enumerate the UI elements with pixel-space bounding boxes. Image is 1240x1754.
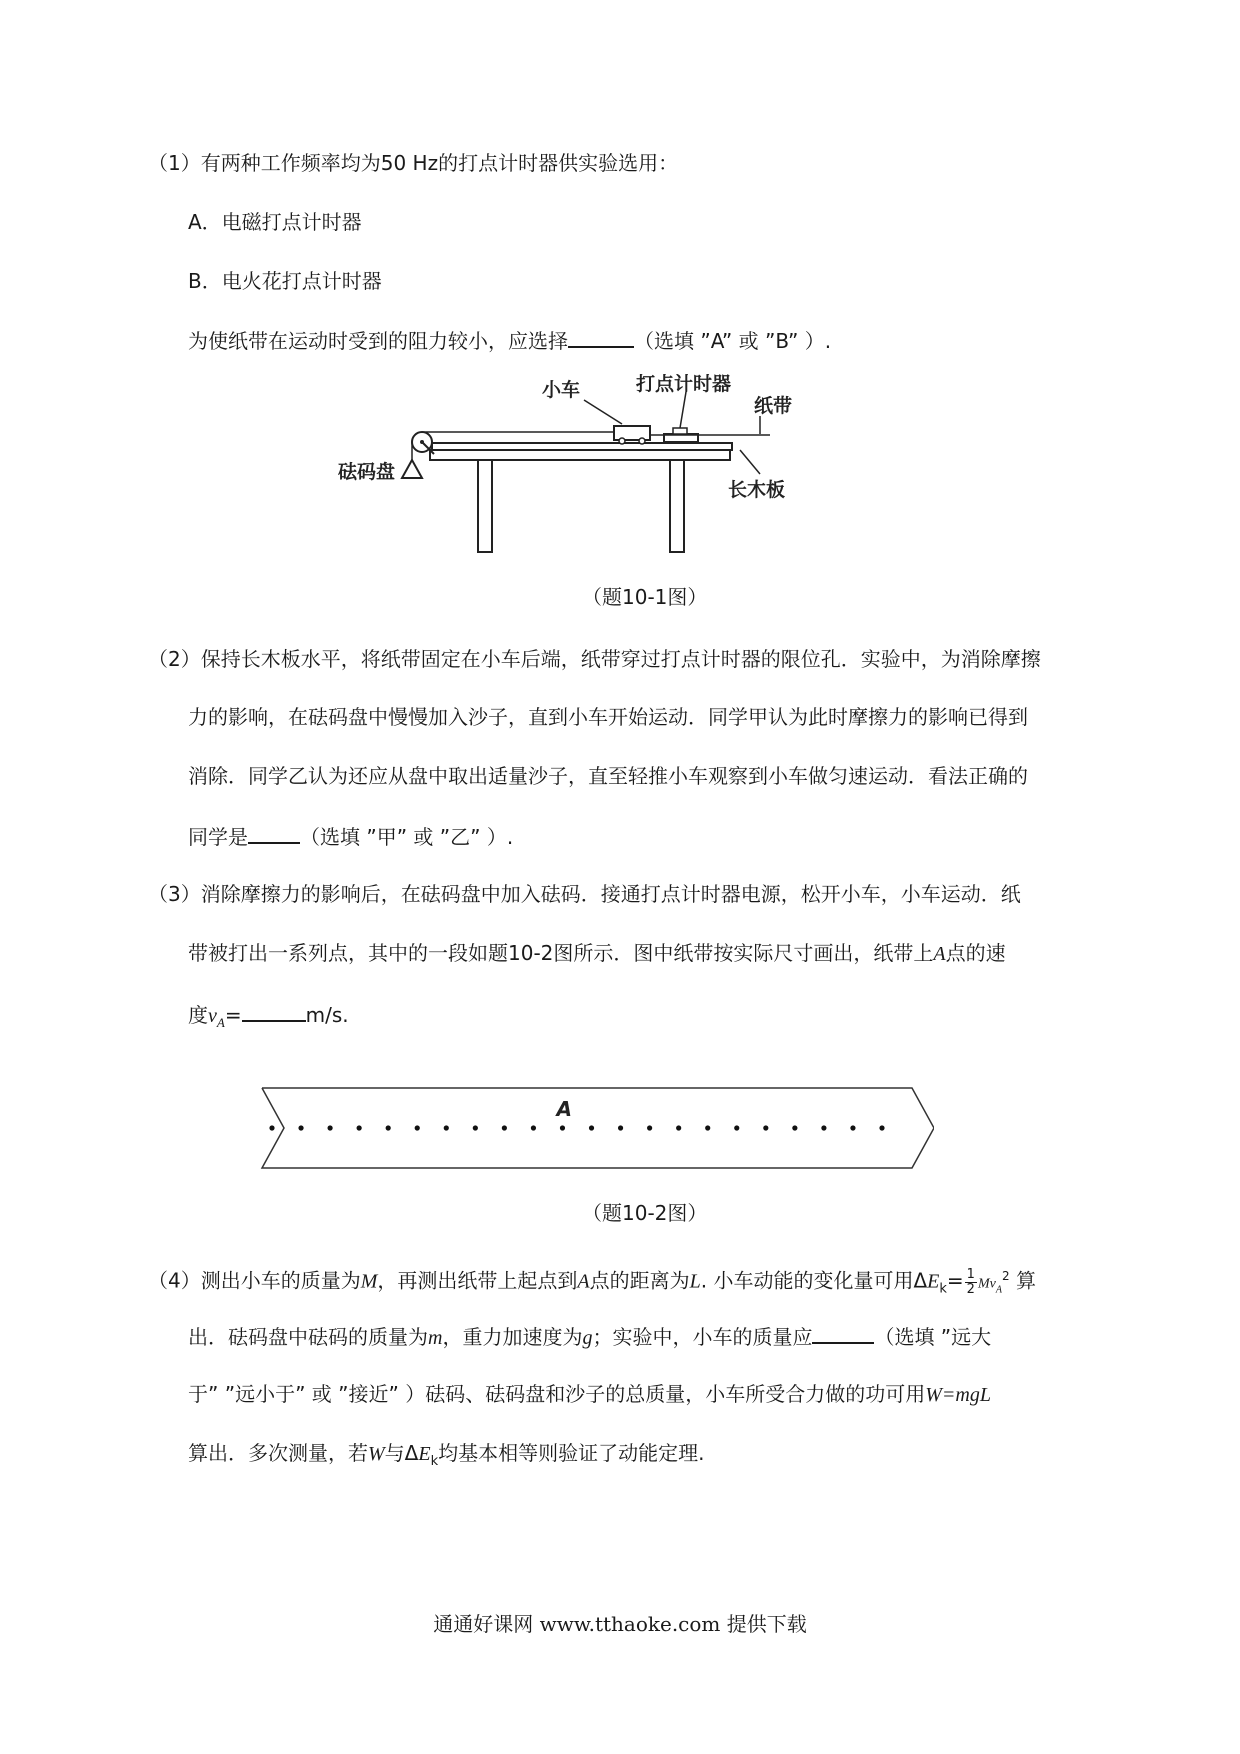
q3-line2-text: 带被打出一系列点，其中的一段如题10-2图所示．图中纸带按实际尺寸画出，纸带上 <box>188 941 934 965</box>
var-A: A <box>933 943 946 965</box>
q1-option-b: B．电火花打点计时器 <box>188 269 382 293</box>
q2-line3: 消除．同学乙认为还应从盘中取出适量沙子，直至轻推小车观察到小车做匀速运动．看法正确的 <box>188 764 1028 788</box>
var-v-subscript: A <box>216 1015 225 1030</box>
q3-equals: = <box>224 1003 242 1027</box>
q1-option-a: A．电磁打点计时器 <box>188 210 362 234</box>
weight-pan <box>402 460 422 478</box>
table-leg-right <box>670 460 684 552</box>
q3-line2-end: 点的速 <box>945 941 1006 965</box>
var-M: M <box>360 1270 378 1293</box>
fraction-denominator: 2 <box>966 1281 975 1297</box>
q2-line2: 力的影响，在砝码盘中慢慢加入沙子，直到小车开始运动．同学甲认为此时摩擦力的影响已得到 <box>188 705 1028 729</box>
table-top <box>430 450 730 460</box>
var-E-subscript: k <box>939 1281 947 1297</box>
tape-dot <box>676 1125 681 1130</box>
var-E2: E <box>418 1443 431 1465</box>
q1-question <box>188 326 831 354</box>
q4-l1-text3: 点的距离为 <box>589 1268 690 1293</box>
tape-dot <box>705 1125 710 1130</box>
tape-dot <box>821 1125 826 1130</box>
q4-l2-text3: ；实验中，小车的质量应 <box>592 1325 813 1349</box>
tape-dot <box>618 1125 623 1130</box>
label-cart: 小车 <box>542 379 581 401</box>
q3-line2 <box>188 940 1006 967</box>
q1-answer-blank[interactable] <box>568 326 634 348</box>
q4-line2 <box>188 1322 991 1351</box>
label-weight-pan: 砝码盘 <box>338 461 396 483</box>
q2-line4-hint: （选填 ”甲” 或 ”乙” ）. <box>300 825 514 849</box>
q4-l4-text3: 均基本相等则验证了动能定理. <box>438 1441 705 1465</box>
tape-dot <box>763 1125 768 1130</box>
table-leg-left <box>478 460 492 552</box>
q4-l4-text2: 与Δ <box>384 1441 419 1465</box>
q2-line1: （2）保持长木板水平，将纸带固定在小车后端，纸带穿过打点计时器的限位孔．实验中，为消除摩擦 <box>148 647 1041 671</box>
point-a-label: A <box>556 1097 572 1121</box>
tape-dot <box>792 1125 797 1130</box>
q4-l4-text1: 算出．多次测量，若 <box>188 1441 368 1465</box>
var-E: E <box>927 1270 940 1293</box>
var-m: m <box>428 1327 443 1349</box>
page-footer: 通通好课网 www.tthaoke.com 提供下载 <box>433 1612 807 1636</box>
tape-dot <box>879 1125 884 1130</box>
q1-stem: （1）有两种工作频率均为50 Hz的打点计时器供实验选用： <box>148 151 679 175</box>
tape-dot <box>734 1125 739 1130</box>
label-long-board: 长木板 <box>728 479 786 501</box>
q2-line4 <box>188 822 513 850</box>
fraction-numerator: 1 <box>966 1266 975 1282</box>
tape-dot <box>647 1125 652 1130</box>
q4-l1-text2: ，再测出纸带上起点到 <box>377 1268 578 1293</box>
tape-dot <box>327 1125 332 1130</box>
var-v: v <box>208 1005 217 1027</box>
tape-dot <box>386 1125 391 1130</box>
var-L: L <box>689 1270 701 1293</box>
q4-line3 <box>188 1381 991 1408</box>
var-W: W <box>368 1443 385 1465</box>
tape-dot <box>444 1125 449 1130</box>
var-E2-subscript: k <box>430 1454 439 1469</box>
figure2-caption: （题10-2图） <box>582 1201 708 1225</box>
tape-dot <box>589 1125 594 1130</box>
q4-line4 <box>188 1440 704 1475</box>
cart <box>614 426 650 440</box>
tape-dot <box>850 1125 855 1130</box>
formula-Mv: Mv <box>977 1276 996 1292</box>
q4-l1-text4: . 小车动能的变化量可用Δ <box>700 1268 928 1293</box>
long-board <box>432 443 732 450</box>
q4-l1-end: 算 <box>1009 1268 1036 1293</box>
tape-dot <box>502 1125 507 1130</box>
q2-line4-text: 同学是 <box>188 825 248 849</box>
tape-dot <box>473 1125 478 1130</box>
tape-dot <box>269 1125 274 1130</box>
formula-square: 2 <box>1001 1269 1010 1283</box>
q4-l3-text: 于” ”远小于” 或 ”接近” ）砝码、砝码盘和沙子的总质量，小车所受合力做的功可用 <box>188 1382 926 1406</box>
var-A2: A <box>577 1270 590 1293</box>
q3-line3 <box>188 1000 349 1036</box>
tape-dot <box>357 1125 362 1130</box>
tape-dot-a <box>560 1125 565 1130</box>
q4-line1 <box>148 1263 1036 1304</box>
q3-answer-blank[interactable] <box>242 1000 306 1022</box>
q4-answer-blank[interactable] <box>812 1322 874 1344</box>
q1-question-text: 为使纸带在运动时受到的阻力较小，应选择 <box>188 329 568 353</box>
q3-unit: m/s. <box>305 1003 349 1027</box>
formula-work: W=mgL <box>925 1384 991 1406</box>
q4-l2-hint: （选填 ”远大 <box>874 1325 992 1349</box>
var-g: g <box>582 1327 593 1349</box>
fraction-half <box>965 1268 977 1297</box>
tape-outline <box>262 1088 934 1168</box>
q2-answer-blank[interactable] <box>248 822 300 844</box>
q4-l2-text1: 出．砝码盘中砝码的质量为 <box>188 1325 428 1349</box>
q4-l1-equals: = <box>946 1268 964 1293</box>
experiment-apparatus-figure <box>330 374 810 558</box>
q4-l2-text2: ，重力加速度为 <box>442 1325 583 1349</box>
paper-tape-figure <box>240 1078 934 1178</box>
q4-l1-text1: （4）测出小车的质量为 <box>148 1268 361 1293</box>
q1-question-hint: （选填 ”A” 或 ”B” ）. <box>634 329 832 353</box>
tape-dot <box>531 1125 536 1130</box>
q3-line1: （3）消除摩擦力的影响后，在砝码盘中加入砝码．接通打点计时器电源，松开小车，小车运动．纸 <box>148 882 1021 906</box>
figure1-caption: （题10-1图） <box>582 585 708 609</box>
tape-dot <box>415 1125 420 1130</box>
label-timer: 打点计时器 <box>636 374 732 395</box>
formula-v-subscript: A <box>995 1284 1002 1296</box>
q3-line3-text: 度 <box>188 1003 208 1027</box>
label-tape: 纸带 <box>754 395 793 417</box>
tape-dot <box>298 1125 303 1130</box>
